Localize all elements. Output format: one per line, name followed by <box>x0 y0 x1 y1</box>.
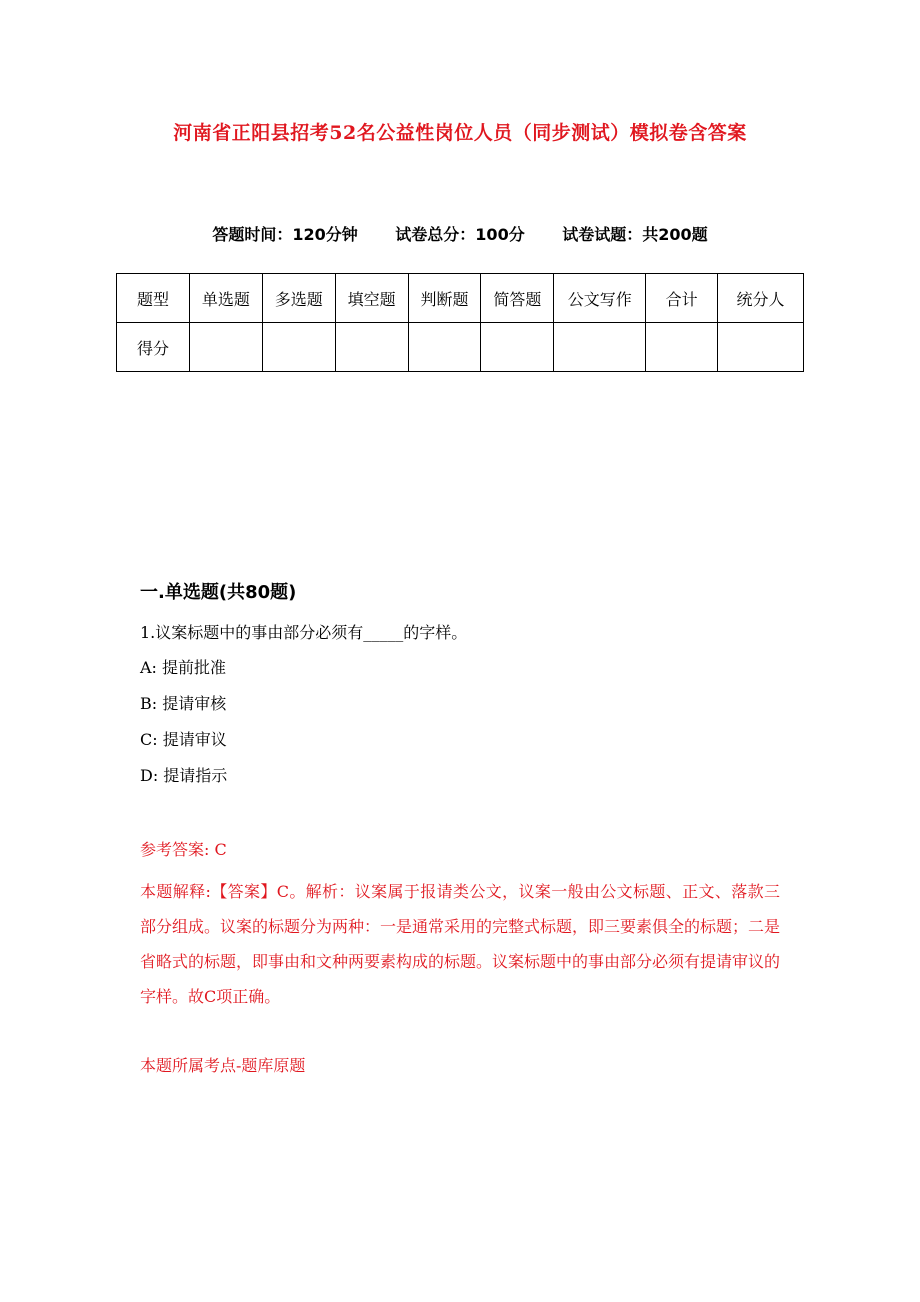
score-table-header: 合计 <box>646 274 718 323</box>
score-table-score-row <box>117 323 804 372</box>
score-cell[interactable] <box>262 323 335 372</box>
score-cell[interactable] <box>481 323 554 372</box>
score-table-header-row <box>117 274 804 323</box>
option-b: B: 提请审核 <box>140 694 227 713</box>
score-cell[interactable] <box>554 323 646 372</box>
reference-answer: 参考答案: C <box>140 840 227 859</box>
question-stem: 1.议案标题中的事由部分必须有_____的字样。 <box>140 623 468 642</box>
score-cell[interactable] <box>718 323 804 372</box>
score-table <box>116 273 804 372</box>
exam-question-count: 试卷试题：共200题 <box>562 225 708 244</box>
score-cell[interactable] <box>408 323 481 372</box>
document-title: 河南省正阳县招考52名公益性岗位人员（同步测试）模拟卷含答案 <box>173 122 747 144</box>
score-table-header: 判断题 <box>408 274 481 323</box>
option-a: A: 提前批准 <box>140 658 227 677</box>
score-table-header: 简答题 <box>481 274 554 323</box>
score-table-header: 填空题 <box>335 274 408 323</box>
score-table-header: 题型 <box>117 274 190 323</box>
option-c: C: 提请审议 <box>140 730 227 749</box>
score-cell[interactable] <box>335 323 408 372</box>
answer-explanation: 本题解释:【答案】C。解析：议案属于报请类公文，议案一般由公文标题、正文、落款三部分组成。议案的标题分为两种：一是通常采用的完整式标题，即三要素俱全的标题；二是省略式的标题，即事由和文种两要素构成的标题。议案标题中的事由部分必须有提请审议的字样。故C项正确。 <box>140 882 781 1006</box>
exam-meta <box>0 222 920 245</box>
score-table-header: 多选题 <box>262 274 335 323</box>
score-cell[interactable] <box>646 323 718 372</box>
score-table-header: 统分人 <box>718 274 804 323</box>
score-row-label: 得分 <box>117 323 190 372</box>
score-table-header: 公文写作 <box>554 274 646 323</box>
exam-time: 答题时间：120分钟 <box>212 225 358 244</box>
exam-total-score: 试卷总分：100分 <box>395 225 525 244</box>
score-table-header: 单选题 <box>189 274 262 323</box>
score-cell[interactable] <box>189 323 262 372</box>
section-title: 一.单选题(共80题) <box>140 582 297 603</box>
option-d: D: 提请指示 <box>140 766 228 785</box>
question-source: 本题所属考点-题库原题 <box>140 1056 306 1075</box>
